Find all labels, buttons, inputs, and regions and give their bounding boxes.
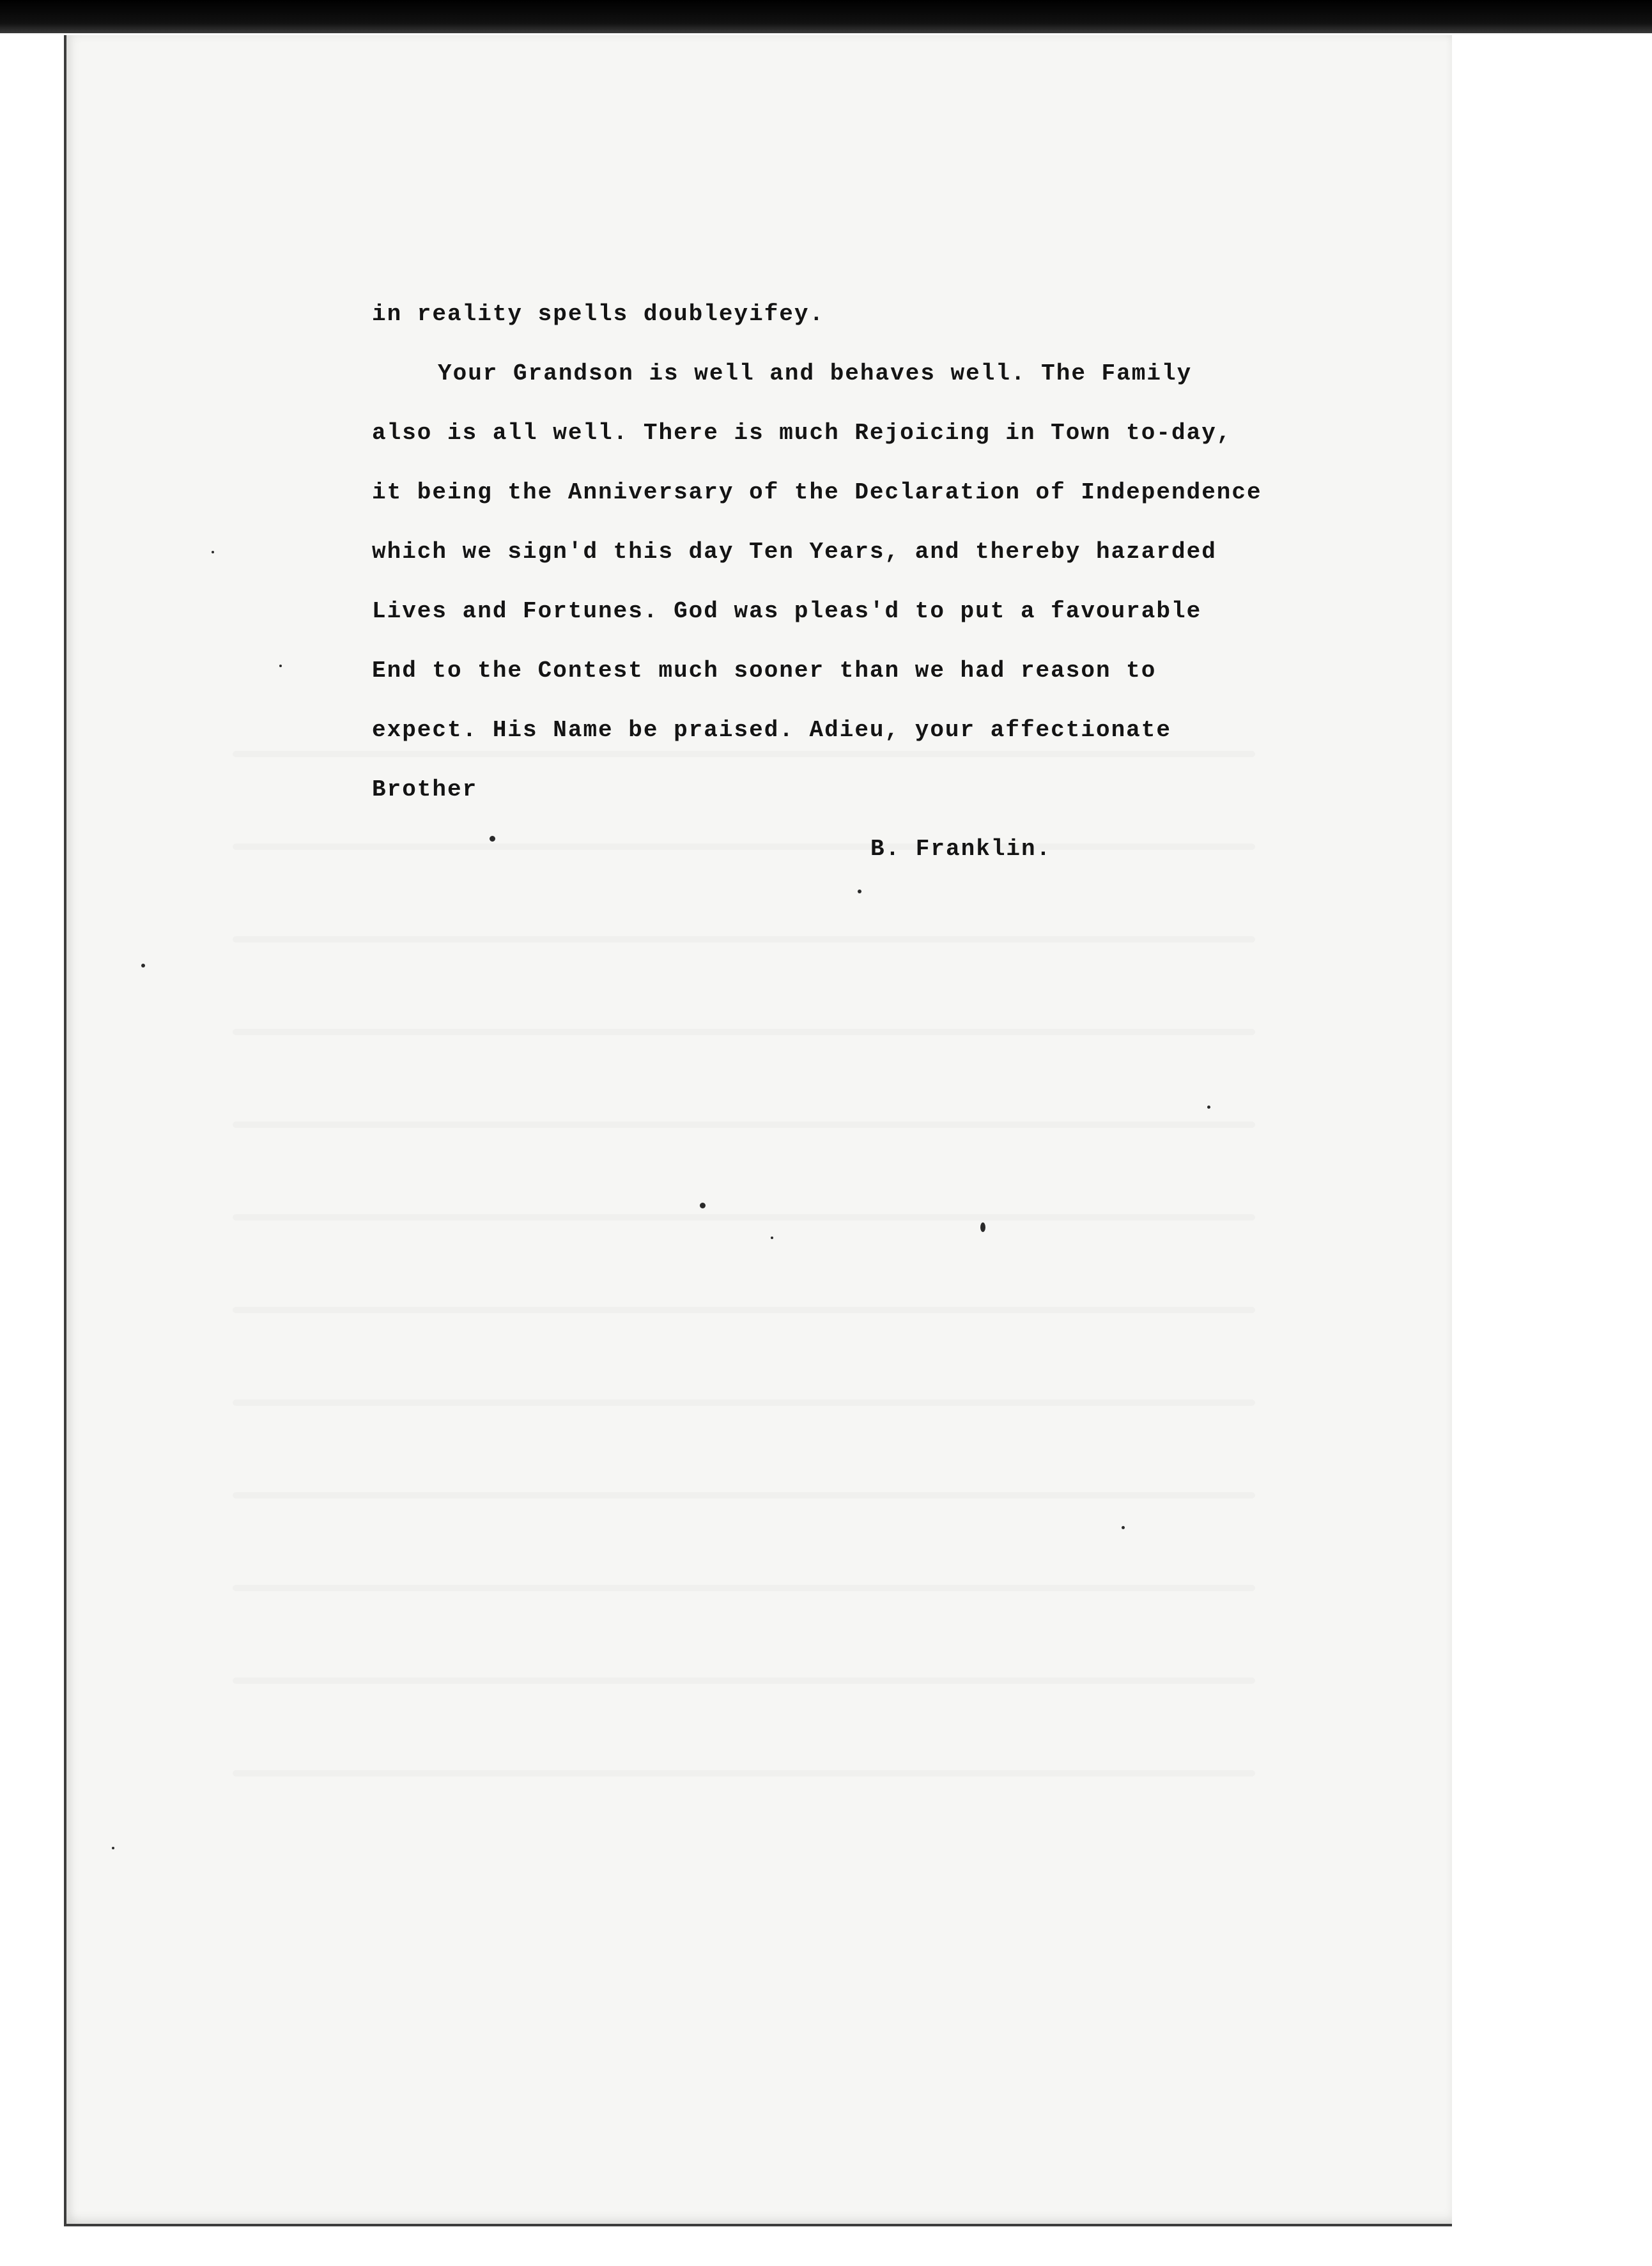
ink-speck <box>858 890 861 893</box>
closing-line: Brother <box>372 776 478 803</box>
ink-speck <box>112 1847 114 1849</box>
signature: B. Franklin. <box>870 836 1052 862</box>
paragraph-line: expect. His Name be praised. Adieu, your affectionate <box>372 717 1171 743</box>
show-through-line <box>233 1214 1255 1221</box>
show-through-line <box>233 936 1255 943</box>
continuation-line: in reality spells doubleyifey. <box>372 301 825 327</box>
show-through-line <box>233 1770 1255 1777</box>
paragraph-line: also is all well. There is much Rejoicing in Town to-day, <box>372 420 1232 446</box>
show-through-line <box>233 1585 1255 1591</box>
show-through-line <box>233 1029 1255 1035</box>
show-through-line <box>233 1399 1255 1406</box>
paragraph-line: which we sign'd this day Ten Years, and thereby hazarded <box>372 539 1217 565</box>
ink-speck <box>980 1222 985 1232</box>
paragraph-line: Your Grandson is well and behaves well. The Family <box>438 360 1193 387</box>
paragraph-line: it being the Anniversary of the Declaration of Independence <box>372 479 1262 505</box>
show-through-line <box>233 1492 1255 1499</box>
ink-speck <box>279 665 282 667</box>
ink-speck <box>1207 1106 1210 1109</box>
show-through-line <box>233 1121 1255 1128</box>
paragraph-line: End to the Contest much sooner than we had reason to <box>372 658 1157 684</box>
show-through-line <box>233 1677 1255 1684</box>
ink-speck <box>771 1237 773 1239</box>
ink-speck <box>212 551 214 553</box>
ink-speck <box>490 836 495 842</box>
paragraph-line: Lives and Fortunes. God was pleas'd to put a favourable <box>372 598 1202 624</box>
scanner-top-edge <box>0 0 1652 33</box>
ink-speck <box>1122 1526 1125 1529</box>
ink-speck <box>700 1203 706 1208</box>
letter-body <box>372 284 1471 879</box>
ink-speck <box>141 964 145 967</box>
show-through-line <box>233 1307 1255 1313</box>
